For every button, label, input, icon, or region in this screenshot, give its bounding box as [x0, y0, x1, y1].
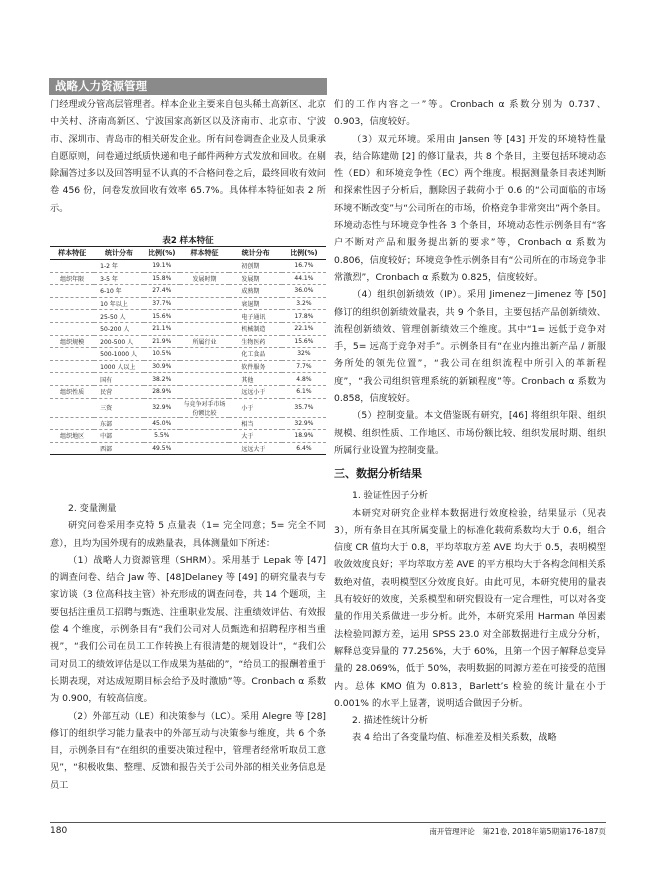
- table-cell: 19.1%: [144, 260, 180, 273]
- table-cell: [50, 348, 94, 361]
- table-cell: [50, 285, 94, 298]
- table-caption: 表2 样本特征: [162, 236, 214, 246]
- table-row: [50, 430, 326, 443]
- paragraph: 们的工作内容之一”等。Cronbach α 系数分别为 0.737、0.903，信度较好。: [334, 99, 606, 128]
- table-cell: [50, 398, 94, 417]
- table-cell: 3-5 年: [94, 272, 144, 285]
- table-cell: 21.9%: [144, 335, 180, 348]
- footer-rule: [50, 822, 606, 823]
- table-cell: 三资: [94, 398, 144, 417]
- sample-characteristics-table: [50, 246, 326, 455]
- table-cell: 6-10 年: [94, 285, 144, 298]
- paragraph: 本研究对研究企业样本数据进行效度检验，结果显示（见表 3），所有条目在其所属变量上的标准化载荷系数均大于 0.6，组合信度 CR 值均大于 0.8，平均萃取方差 AVE 均大于 0.5，表明模型收敛效度良好；平均萃取方差 AVE 的平方根均大于各构念间相关系数绝对值，表明模型区分效度良好。由此可见，本研究使用的量表具有较好的效度，关系模型和研究假设有一定合理性，可以对各变量的作用关系做进一步分析。此外，本研究采用 Harman 单因素法检验同源方差，运用 SPSS 23.0 对全部数据进行主成分分析，解释总变异量的 77.256%，大于 60%，且第一个因子解释总变异量的 28.069%，低于 50%，表明数据的同源方差在可接受的范围内。总体 KMO 值为 0.813，Barlett’s 检验的统计量在小于 0.001% 的水平上显著，说明适合做因子分析。: [334, 507, 606, 709]
- table-cell: 远远大于: [229, 442, 281, 455]
- table-cell: [50, 417, 94, 430]
- table-row: [50, 442, 326, 455]
- table-cell: 发展期: [229, 272, 281, 285]
- subsection-heading: 2. 描述性统计分析: [352, 715, 428, 727]
- table-cell: 远远小于: [229, 385, 281, 398]
- left-column-top: [50, 96, 326, 217]
- subsection-heading: 1. 验证性因子分析: [352, 490, 428, 502]
- table-cell: 36.0%: [282, 285, 326, 298]
- table-cell: 37.7%: [144, 297, 180, 310]
- table-cell: 32%: [282, 348, 326, 361]
- table-cell: 所属行业: [180, 335, 230, 348]
- table-cell: 200-500 人: [94, 335, 144, 348]
- table-row: [50, 272, 326, 285]
- table-row: [50, 360, 326, 373]
- table-header-row: [50, 247, 326, 260]
- table-cell: 25-50 人: [94, 310, 144, 323]
- table-cell: [180, 260, 230, 273]
- table-cell: 小于: [229, 398, 281, 417]
- table-cell: 15.8%: [144, 272, 180, 285]
- table-cell: 电子通讯: [229, 310, 281, 323]
- table-header-cell: 样本特征: [180, 247, 230, 260]
- left-column-bottom: [50, 500, 326, 794]
- table-cell: 民营: [94, 385, 144, 398]
- table-cell: 22.1%: [282, 322, 326, 335]
- table-cell: 大于: [229, 430, 281, 443]
- table-header-cell: 比例(%): [282, 247, 326, 260]
- table-cell: 6.1%: [282, 385, 326, 398]
- table-row: [50, 335, 326, 348]
- section-heading: 三、数据分析结果: [334, 467, 422, 481]
- table-cell: 45.0%: [144, 417, 180, 430]
- table-row: [50, 348, 326, 361]
- table-cell: 500-1000 人: [94, 348, 144, 361]
- table-cell: 50-200 人: [94, 322, 144, 335]
- table-header-cell: 统计分布: [229, 247, 281, 260]
- table-cell: 中部: [94, 430, 144, 443]
- table-cell: [180, 373, 230, 386]
- subsection-heading: 2. 变量测量: [68, 503, 117, 514]
- page-number: 180: [50, 826, 68, 836]
- table-cell: 44.1%: [282, 272, 326, 285]
- table-cell: [180, 360, 230, 373]
- table-cell: 化工食品: [229, 348, 281, 361]
- table-cell: 与竞争对手市场份额比较: [180, 398, 230, 417]
- table-cell: 49.5%: [144, 442, 180, 455]
- paragraph: 门经理或分管高层管理者。样本企业主要来自包头稀土高新区、北京中关村、济南高新区、宁波国家高新区以及济南市、北京市、宁波市、深圳市、青岛市的相关研发企业。所有问卷调查企业及人员秉承自愿原则，问卷通过纸质快递和电子邮件两种方式发放和回收。在剔除漏答过多以及回答明显不认真的不合格问卷之后，最终回收有效问卷 456 份，问卷发放回收有效率 65.7%。具体样本特征如表 2 所示。: [50, 99, 326, 214]
- table-cell: 28.9%: [144, 385, 180, 398]
- table-cell: [50, 373, 94, 386]
- table-cell: [50, 260, 94, 273]
- table-cell: 5.5%: [144, 430, 180, 443]
- table-cell: 1-2 年: [94, 260, 144, 273]
- table-cell: 衰退期: [229, 297, 281, 310]
- table-cell: 32.9%: [282, 417, 326, 430]
- table-row: [50, 285, 326, 298]
- table-cell: [180, 442, 230, 455]
- table-header-cell: 样本特征: [50, 247, 94, 260]
- paragraph: 表 4 给出了各变量均值、标准差及相关系数，战略: [352, 732, 557, 744]
- table-cell: 3.2%: [282, 297, 326, 310]
- paragraph: （3）双元环境。采用由 Jansen 等 [43] 开发的环境特性量表，结合陈建勋 [2] 的修订量表，共 8 个条目，主要包括环境动态性（ED）和环境竞争性（EC）两个维度。根据测量条目表述判断和探索性因子分析后，删除因子载荷小于 0.6 的“公司面临的市场环境不断改变”与“公司所在的市场，价格竞争非常突出”两个条目。环境动态性与环境竞争性各 3 个条目，环境动态性示例条目有“客户不断对产品和服务提出新的要求”等，Cronbach α 系数为 0.806，信度较好；环境竞争性示例条目有“公司所在的市场竞争非常激烈”，Cronbach α 系数为 0.825，信度较好。: [334, 133, 606, 283]
- paragraph: （2）外部互动（LE）和决策参与（LC）。采用 Alegre 等 [28] 修订的组织学习能力量表中的外部互动与决策参与维度，共 6 个条目，示例条目有“在组织的重要决策过程中，管理者经常听取员工意见”，“积极收集、整理、反馈和报告关于公司外部的相关业务信息是员工: [50, 710, 326, 791]
- table-cell: [180, 385, 230, 398]
- table-cell: 初创期: [229, 260, 281, 273]
- table-cell: [180, 310, 230, 323]
- table-cell: [50, 360, 94, 373]
- table-row: [50, 322, 326, 335]
- table-cell: [180, 348, 230, 361]
- table-cell: [50, 322, 94, 335]
- table-cell: 相当: [229, 417, 281, 430]
- right-column: [334, 96, 606, 747]
- table-row: [50, 398, 326, 417]
- table-cell: [180, 430, 230, 443]
- table-cell: [50, 297, 94, 310]
- table-cell: 27.4%: [144, 285, 180, 298]
- paragraph: （5）控制变量。本文借鉴既有研究，[46] 将组织年限、组织规模、组织性质、工作地区、市场份额比较、组织发展时期、组织所属行业设置为控制变量。: [334, 410, 606, 456]
- table-cell: [180, 417, 230, 430]
- table-cell: 国有: [94, 373, 144, 386]
- table-row: [50, 417, 326, 430]
- paragraph: （4）组织创新绩效（IP）。采用 Jimenez－Jimenez 等 [50] 修订的组织创新绩效量表，共 9 个条目，主要包括产品创新绩效、流程创新绩效、管理创新绩效三个维度。其中“1= 远低于竞争对手，5= 远高于竞争对手”。示例条目有“在业内推出新产品 / 新服务所处的领先位置”，“我公司在组织流程中所引入的革新程度”，“我公司组织管理系统的新颖程度”等。Cronbach α 系数为 0.858，信度较好。: [334, 289, 606, 405]
- table-cell: [180, 322, 230, 335]
- table-cell: [180, 285, 230, 298]
- table-cell: 10.5%: [144, 348, 180, 361]
- table-cell: 10 年以上: [94, 297, 144, 310]
- table-cell: 组织规模: [50, 335, 94, 348]
- table-cell: 7.7%: [282, 360, 326, 373]
- table-cell: [180, 297, 230, 310]
- table-cell: 17.8%: [282, 310, 326, 323]
- table-cell: 西部: [94, 442, 144, 455]
- table-cell: 1000 人以上: [94, 360, 144, 373]
- table-cell: [50, 310, 94, 323]
- table-row: [50, 373, 326, 386]
- table-cell: 4.8%: [282, 373, 326, 386]
- table-row: [50, 310, 326, 323]
- table-cell: 组织年限: [50, 272, 94, 285]
- journal-citation: 南开管理评论 第21卷, 2018年第5期第176-187页: [429, 827, 606, 836]
- table-row: [50, 297, 326, 310]
- table-cell: 35.7%: [282, 398, 326, 417]
- table-cell: 16.7%: [282, 260, 326, 273]
- table-cell: 生物医药: [229, 335, 281, 348]
- table-cell: 成熟期: [229, 285, 281, 298]
- paragraph: （1）战略人力资源管理（SHRM）。采用基于 Lepak 等 [47] 的调查问卷、结合 Jaw 等、[48]Delaney 等 [49] 的研究量表与专家访谈（3 位高科技主管）补充形成的调查问卷，共 14 个题项，主要包括注重员工招聘与甄选、注重职业发展、注重绩效评估、有效报偿 4 个维度，示例条目有“我们公司对人员甄选和招聘程序相当重视”，“我们公司在员工工作转换上有很清楚的规划设计”，“我们公司对员工的绩效评估是以工作成果为基础的”，“给员工的报酬着重于长期表现，对达成短期目标会给予及时激励”等。Cronbach α 系数为 0.900，有较高信度。: [50, 554, 326, 705]
- table-cell: [50, 442, 94, 455]
- table-cell: 21.1%: [144, 322, 180, 335]
- table-cell: 其他: [229, 373, 281, 386]
- section-banner: 战略人力资源管理: [49, 78, 327, 95]
- table-cell: 6.4%: [282, 442, 326, 455]
- table-cell: 东部: [94, 417, 144, 430]
- table-row: [50, 385, 326, 398]
- table-body: [50, 260, 326, 455]
- table-cell: 18.9%: [282, 430, 326, 443]
- table-cell: 15.6%: [282, 335, 326, 348]
- table-cell: 32.9%: [144, 398, 180, 417]
- table-cell: 15.6%: [144, 310, 180, 323]
- table-cell: 机械制造: [229, 322, 281, 335]
- table-header-cell: 统计分布: [94, 247, 144, 260]
- table-cell: 组织性质: [50, 385, 94, 398]
- table-row: [50, 260, 326, 273]
- paragraph: 研究问卷采用李克特 5 点量表（1= 完全同意；5= 完全不同意），且均为国外现有的成熟量表，具体测量如下所述：: [50, 520, 326, 549]
- table-cell: 发展时期: [180, 272, 230, 285]
- table-cell: 38.2%: [144, 373, 180, 386]
- table-cell: 组织地区: [50, 430, 94, 443]
- table-header-cell: 比例(%): [144, 247, 180, 260]
- table-cell: 软件服务: [229, 360, 281, 373]
- table-cell: 30.9%: [144, 360, 180, 373]
